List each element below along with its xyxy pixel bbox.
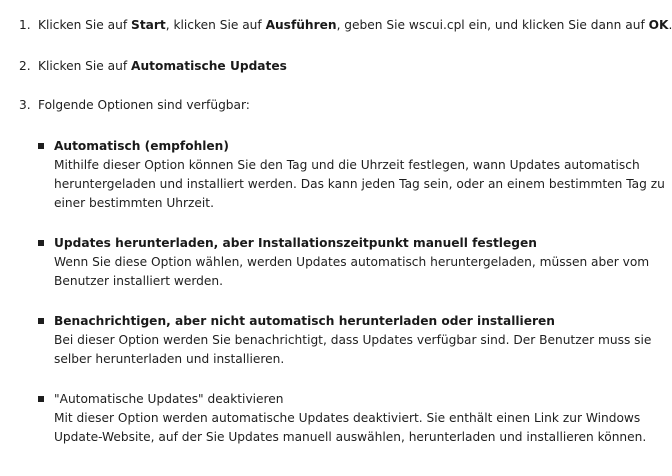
option-description: Mit dieser Option werden automatische Updates deaktiviert. Sie enthält einen Link zur Windows Update-Website, auf der Sie Updates manuell auswählen, herunterladen und installieren können. [54,411,647,444]
start-term: Start [131,18,166,32]
ok-term: OK [648,18,669,32]
step-number: 2. [19,59,31,73]
option-description: Mithilfe dieser Option können Sie den Tag und die Uhrzeit festlegen, wann Updates automatisch heruntergeladen und installiert werden. Das kann jeden Tag sein, oder an einem bestimmten Tag zu einer bestimmten Uhrzeit. [54,158,665,210]
bullet-square-icon [38,318,44,324]
option-description: Bei dieser Option werden Sie benachrichtigt, dass Updates verfügbar sind. Der Benutzer muss sie selber herunterladen und installieren. [54,333,652,366]
step-number: 1. [19,18,31,32]
bullet-square-icon [38,396,44,402]
step-text: Klicken Sie auf Start, klicken Sie auf Ausführen, geben Sie wscui.cpl ein, und klicken Sie dann auf OK. [38,18,672,32]
step-text: Folgende Optionen sind verfügbar: [38,98,250,112]
option-title: Benachrichtigen, aber nicht automatisch herunterladen oder installieren [54,314,555,328]
run-term: Ausführen [265,18,337,32]
option-title: Automatisch (empfohlen) [54,139,229,153]
bullet-square-icon [38,240,44,246]
automatic-updates-term: Automatische Updates [131,59,287,73]
option-description: Wenn Sie diese Option wählen, werden Updates automatisch heruntergeladen, müssen aber vom Benutzer installiert werden. [54,255,650,288]
bullet-square-icon [38,143,44,149]
option-title: Updates herunterladen, aber Installationszeitpunkt manuell festlegen [54,236,537,250]
step-text: Klicken Sie auf Automatische Updates [38,59,287,73]
step-number: 3. [19,98,31,112]
option-title: "Automatische Updates" deaktivieren [54,392,284,406]
